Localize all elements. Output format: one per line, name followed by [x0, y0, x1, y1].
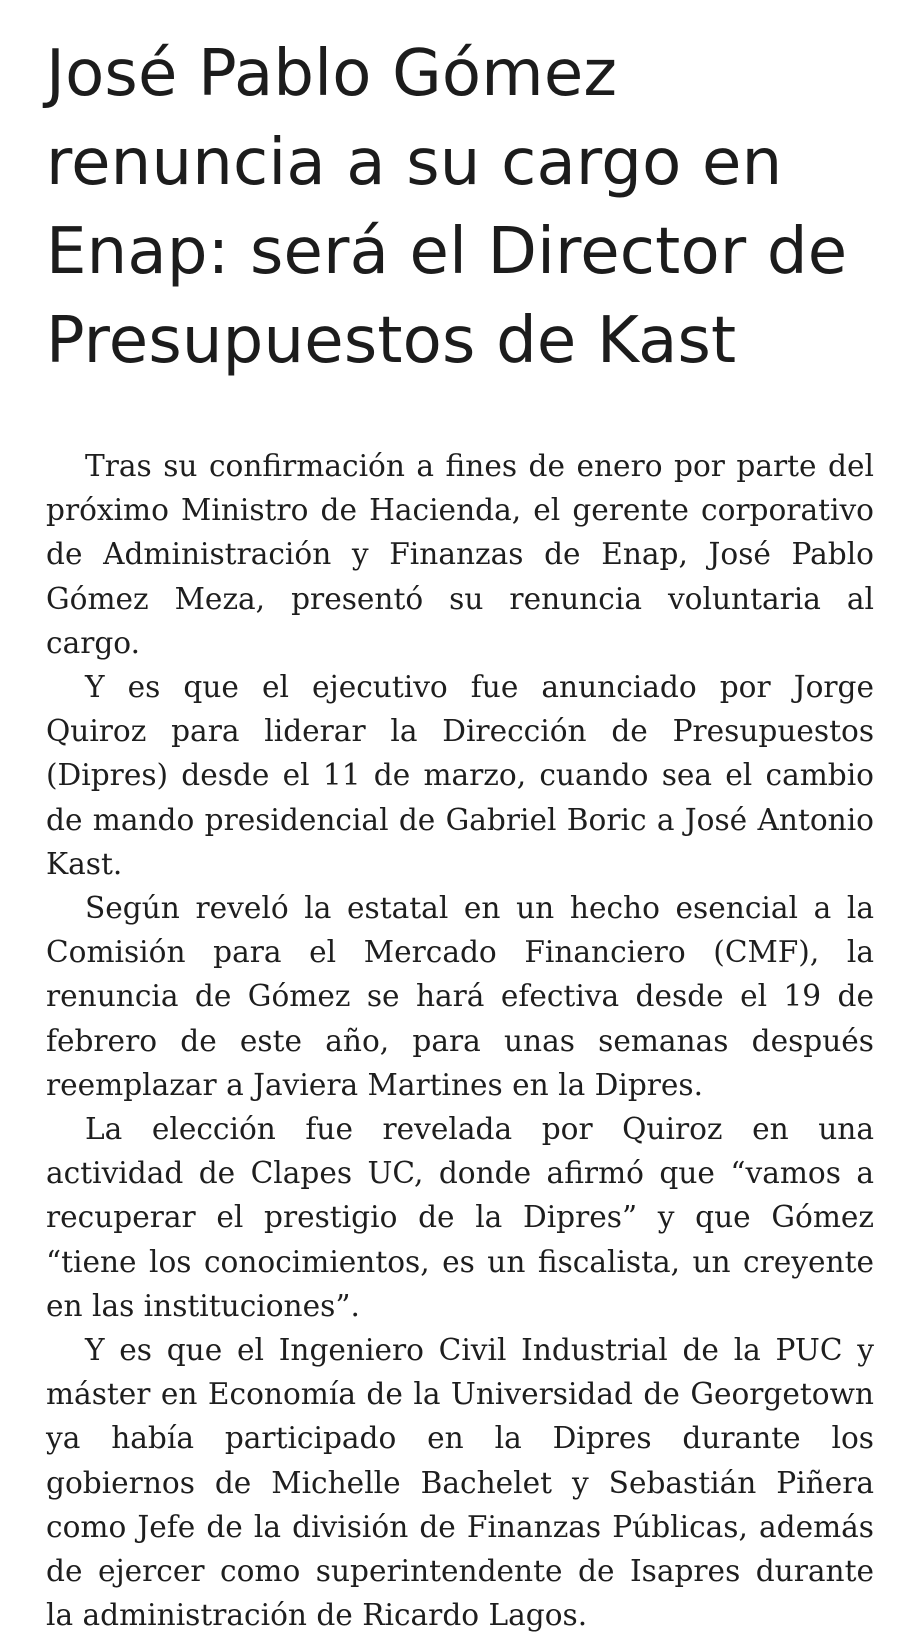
paragraph: Según reveló la estatal en un hecho esencial a la Comisión para el Mercado Financiero (CMF), la renuncia de Gómez se hará efectiva desde el 19 de febrero de este año, para unas semanas después reemplazar a Javiera Martines en la Dipres. — [46, 891, 874, 1102]
news-article — [46, 30, 874, 1637]
paragraph: Tras su confirmación a fines de enero por parte del próximo Ministro de Hacienda, el gerente corporativo de Administración y Finanzas de Enap, José Pablo Gómez Meza, presentó su renuncia voluntaria al cargo. — [46, 449, 874, 660]
paragraph: Y es que el Ingeniero Civil Industrial de la PUC y máster en Economía de la Universidad de Georgetown ya había participado en la Dipres durante los gobiernos de Michelle Bachelet y Sebastián Piñera como Jefe de la división de Finanzas Públicas, además de ejercer como superintendente de Isapres durante la administración de Ricardo Lagos. — [46, 1333, 874, 1633]
paragraph: La elección fue revelada por Quiroz en una actividad de Clapes UC, donde afirmó que “vamos a recuperar el prestigio de la Dipres” y que Gómez “tiene los conocimientos, es un fiscalista, un creyente en las instituciones”. — [46, 1112, 874, 1323]
paragraph: Y es que el ejecutivo fue anunciado por Jorge Quiroz para liderar la Dirección de Presupuestos (Dipres) desde el 11 de marzo, cuando sea el cambio de mando presidencial de Gabriel Boric a José Antonio Kast. — [46, 670, 874, 881]
article-body — [46, 444, 874, 1637]
headline: José Pablo Gómez renuncia a su cargo en Enap: será el Director de Presupuestos de Kast — [46, 37, 848, 378]
